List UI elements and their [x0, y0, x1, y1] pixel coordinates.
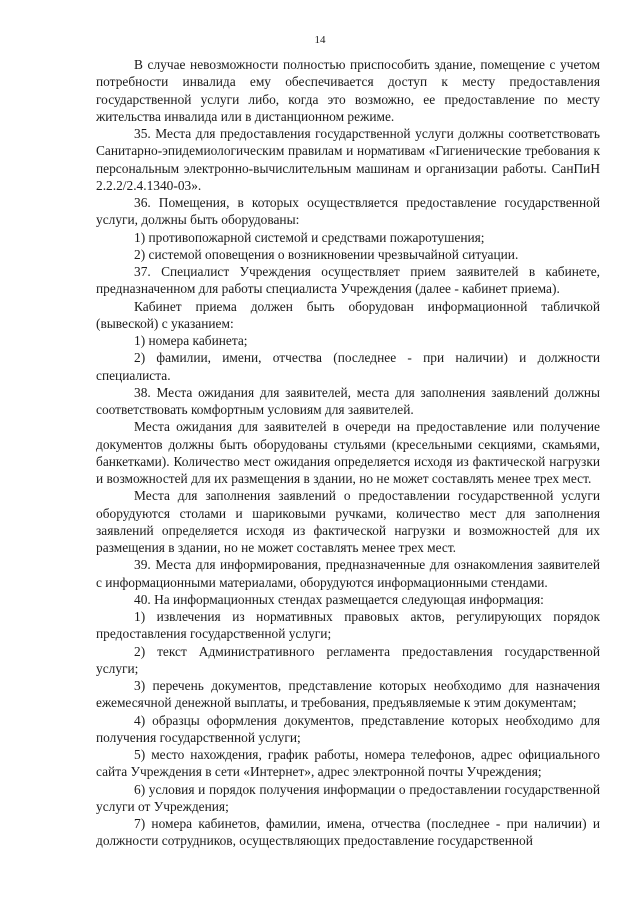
- list-item-37-1: 1) номера кабинета;: [134, 333, 248, 348]
- paragraph-35: 35. Места для предоставления государственной услуги должны соответствовать Санитарно-эпидемиологическим правилам и нормативам «Гигиенические требования к персональным электронно-вычислительным машинам и организации работы. СанПиН 2.2.2/2.4.1340-03».: [96, 126, 600, 193]
- list-item-40-6: 6) условия и порядок получения информации о предоставлении государственной услуги от Учреждения;: [96, 781, 600, 814]
- list-item-36-2: 2) системой оповещения о возникновении чрезвычайной ситуации.: [134, 246, 519, 262]
- page-number: 14: [314, 34, 326, 46]
- list-item-36-1: 1) противопожарной системой и средствами пожаротушения;: [134, 229, 485, 245]
- list-item-40-7: 7) номера кабинетов, фамилии, имена, отчества (последнее - при наличии) и должности сотрудников, осуществляющих предоставление государственной: [96, 816, 600, 849]
- list-item-40-4: 4) образцы оформления документов, представление которых необходимо для получения государственной услуги;: [96, 712, 600, 745]
- paragraph-37: 37. Специалист Учреждения осуществляет прием заявителей в кабинете, предназначенном для работы специалиста Учреждения (далее - кабинет приема).: [96, 264, 600, 297]
- paragraph-38-filling: Места для заполнения заявлений о предоставлении государственной услуги оборудуются столами и шариковыми ручками, количество мест для заполнения заявлений определяется исходя из фактической нагрузки и возможностей для их размещения в здании, но не может составлять менее трех мест.: [96, 488, 600, 555]
- paragraph-39: 39. Места для информирования, предназначенные для ознакомления заявителей с информационными материалами, оборудуются информационными стендами.: [96, 557, 600, 590]
- list-item-40-5: 5) место нахождения, график работы, номера телефонов, адрес официального сайта Учреждения в сети «Интернет», адрес электронной почты Учреждения;: [96, 747, 600, 780]
- paragraph-38: 38. Места ожидания для заявителей, места для заполнения заявлений должны соответствовать комфортным условиям для заявителей.: [96, 384, 600, 417]
- list-item-40-3: 3) перечень документов, представление которых необходимо для назначения ежемесячной денежной выплаты, и требования, предъявляемые к этим документам;: [96, 678, 600, 711]
- paragraph-accessibility: В случае невозможности полностью приспособить здание, помещение с учетом потребности инвалида ему обеспечивается доступ к месту предоставления государственной услуги либо, когда это возможно, ее предоставление по месту жительства инвалида или в дистанционном режиме.: [96, 57, 600, 124]
- document-body: [96, 56, 600, 850]
- paragraph-38-waiting: Места ожидания для заявителей в очереди на предоставление или получение документов должны быть оборудованы стульями (кресельными секциями, скамьями, банкетками). Количество мест ожидания определяется исходя из фактической нагрузки и возможностей для их размещения в здании, но не может составлять менее трех мест.: [96, 419, 600, 486]
- paragraph-40: 40. На информационных стендах размещается следующая информация:: [134, 591, 544, 607]
- list-item-40-2: 2) текст Административного регламента предоставления государственной услуги;: [96, 643, 600, 676]
- list-item-37-2: 2) фамилии, имени, отчества (последнее - при наличии) и должности специалиста.: [96, 350, 600, 383]
- paragraph-36: 36. Помещения, в которых осуществляется предоставление государственной услуги, должны быть оборудованы:: [96, 195, 600, 228]
- list-item-40-1: 1) извлечения из нормативных правовых актов, регулирующих порядок предоставления государственной услуги;: [96, 609, 600, 642]
- paragraph-37-sign: Кабинет приема должен быть оборудован информационной табличкой (вывеской) с указанием:: [96, 298, 600, 331]
